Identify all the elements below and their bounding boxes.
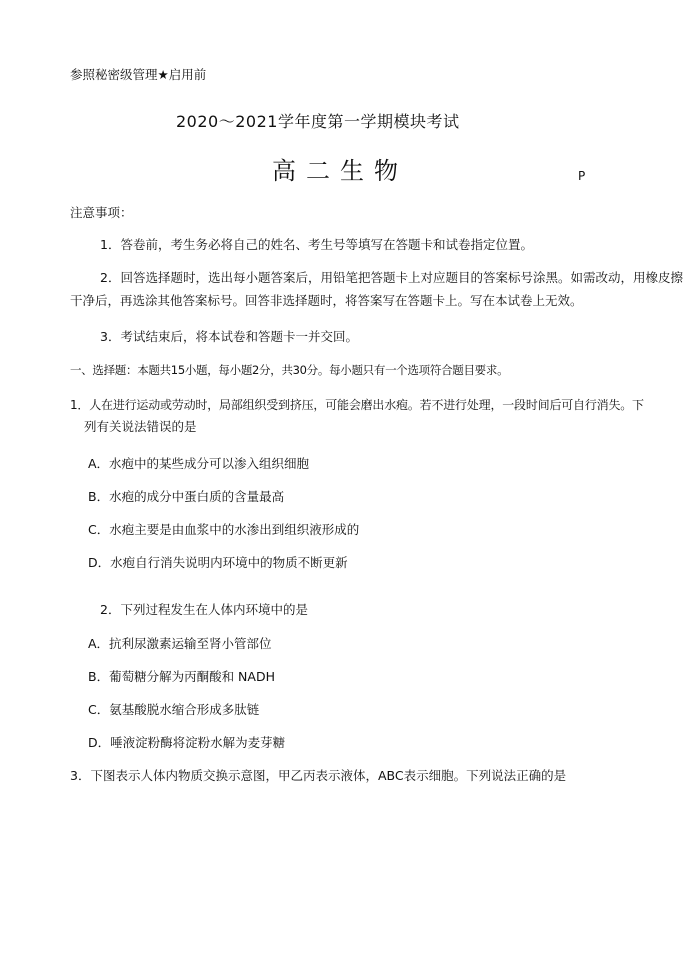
notice-heading: 注意事项： <box>70 205 133 220</box>
q1-option-a: A．水疱中的某些成分可以渗入组织细胞 <box>88 456 310 471</box>
q2-option-c: C．氨基酸脱水缩合形成多肽链 <box>88 702 260 717</box>
q2-option-b: B．葡萄糖分解为丙酮酸和 NADH <box>88 669 275 684</box>
q2-stem: 2．下列过程发生在人体内环境中的是 <box>100 602 308 617</box>
notice-item-2-line-1: 2．回答选择题时，选出每小题答案后，用铅笔把答题卡上对应题目的答案标号涂黑。如需改动，用橡皮擦 <box>100 270 683 285</box>
corner-mark: P <box>578 169 586 183</box>
subject-title: 高二生物 <box>272 157 408 185</box>
notice-item-3: 3．考试结束后，将本试卷和答题卡一并交回。 <box>100 329 358 344</box>
exam-title: 2020～2021学年度第一学期模块考试 <box>176 112 460 131</box>
q1-option-c: C．水疱主要是由血浆中的水渗出到组织液形成的 <box>88 522 360 537</box>
q1-option-b: B．水疱的成分中蛋白质的含量最高 <box>88 489 285 504</box>
q1-stem-line-1: 1．人在进行运动或劳动时，局部组织受到挤压，可能会磨出水疱。若不进行处理，一段时间后可自行消失。下 <box>70 398 644 412</box>
q1-option-d: D．水疱自行消失说明内环境中的物质不断更新 <box>88 555 348 570</box>
secret-level-note: 参照秘密级管理★启用前 <box>70 67 207 82</box>
notice-item-1: 1．答卷前，考生务必将自己的姓名、考生号等填写在答题卡和试卷指定位置。 <box>100 237 533 252</box>
q2-option-d: D．唾液淀粉酶将淀粉水解为麦芽糖 <box>88 735 286 750</box>
section-1-heading: 一、选择题：本题共15小题，每小题2分，共30分。每小题只有一个选项符合题目要求。 <box>70 363 509 377</box>
q3-stem: 3．下图表示人体内物质交换示意图，甲乙丙表示液体，ABC表示细胞。下列说法正确的是 <box>70 768 567 783</box>
q1-stem-line-2: 列有关说法错误的是 <box>84 419 197 434</box>
notice-item-2-line-2: 干净后，再选涂其他答案标号。回答非选择题时，将答案写在答题卡上。写在本试卷上无效。 <box>70 293 583 308</box>
q2-option-a: A．抗利尿激素运输至肾小管部位 <box>88 636 272 651</box>
